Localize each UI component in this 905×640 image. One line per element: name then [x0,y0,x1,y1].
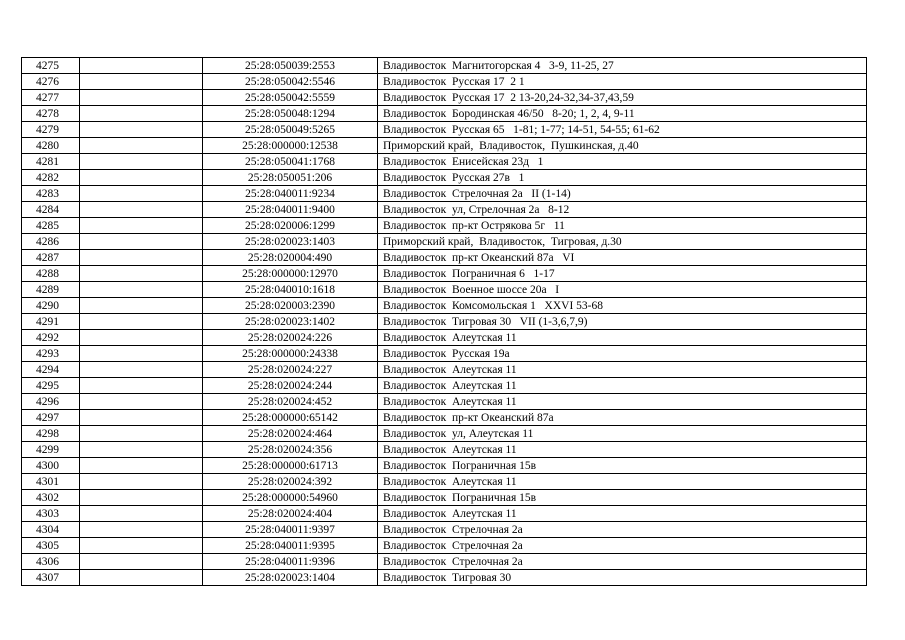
empty-cell [80,154,203,170]
row-number-cell: 4293 [22,346,80,362]
cadastral-number-cell: 25:28:000000:54960 [203,490,378,506]
table-row [22,170,867,186]
table-row [22,506,867,522]
cadastral-number-cell: 25:28:000000:12538 [203,138,378,154]
empty-cell [80,426,203,442]
table-row [22,282,867,298]
table-row [22,426,867,442]
cadastral-number-cell: 25:28:020023:1403 [203,234,378,250]
address-cell: Владивосток Русская 17 2 13-20,24-32,34-37,43,59 [378,90,867,106]
cadastral-number-cell: 25:28:040011:9234 [203,186,378,202]
row-number-cell: 4291 [22,314,80,330]
address-cell: Владивосток пр-кт Острякова 5г 11 [378,218,867,234]
empty-cell [80,570,203,586]
empty-cell [80,282,203,298]
table-row [22,410,867,426]
registry-table [21,57,867,586]
table-row [22,458,867,474]
address-cell: Владивосток Алеутская 11 [378,474,867,490]
row-number-cell: 4303 [22,506,80,522]
address-cell: Владивосток Пограничная 6 1-17 [378,266,867,282]
empty-cell [80,442,203,458]
address-cell: Владивосток Алеутская 11 [378,442,867,458]
row-number-cell: 4300 [22,458,80,474]
row-number-cell: 4278 [22,106,80,122]
address-cell: Приморский край, Владивосток, Тигровая, д.30 [378,234,867,250]
row-number-cell: 4285 [22,218,80,234]
address-cell: Владивосток пр-кт Океанский 87а [378,410,867,426]
table-row [22,58,867,74]
cadastral-number-cell: 25:28:020004:490 [203,250,378,266]
row-number-cell: 4301 [22,474,80,490]
cadastral-number-cell: 25:28:020024:404 [203,506,378,522]
row-number-cell: 4284 [22,202,80,218]
cadastral-number-cell: 25:28:040011:9400 [203,202,378,218]
row-number-cell: 4276 [22,74,80,90]
row-number-cell: 4286 [22,234,80,250]
row-number-cell: 4288 [22,266,80,282]
table-row [22,554,867,570]
empty-cell [80,506,203,522]
address-cell: Владивосток Русская 27в 1 [378,170,867,186]
empty-cell [80,458,203,474]
cadastral-number-cell: 25:28:000000:24338 [203,346,378,362]
table-row [22,474,867,490]
empty-cell [80,186,203,202]
row-number-cell: 4280 [22,138,80,154]
address-cell: Владивосток ул, Алеутская 11 [378,426,867,442]
address-cell: Владивосток Стрелочная 2а [378,554,867,570]
table-row [22,330,867,346]
cadastral-number-cell: 25:28:050042:5546 [203,74,378,90]
empty-cell [80,314,203,330]
table-row [22,362,867,378]
cadastral-number-cell: 25:28:050042:5559 [203,90,378,106]
empty-cell [80,58,203,74]
cadastral-number-cell: 25:28:020023:1402 [203,314,378,330]
empty-cell [80,106,203,122]
table-row [22,378,867,394]
empty-cell [80,522,203,538]
table-row [22,186,867,202]
table-row [22,522,867,538]
empty-cell [80,122,203,138]
row-number-cell: 4306 [22,554,80,570]
cadastral-number-cell: 25:28:020024:464 [203,426,378,442]
empty-cell [80,90,203,106]
empty-cell [80,346,203,362]
row-number-cell: 4289 [22,282,80,298]
row-number-cell: 4304 [22,522,80,538]
cadastral-number-cell: 25:28:020024:452 [203,394,378,410]
cadastral-number-cell: 25:28:050051:206 [203,170,378,186]
table-row [22,90,867,106]
table-row [22,74,867,90]
empty-cell [80,362,203,378]
address-cell: Приморский край, Владивосток, Пушкинская, д.40 [378,138,867,154]
cadastral-number-cell: 25:28:000000:61713 [203,458,378,474]
row-number-cell: 4292 [22,330,80,346]
table-row [22,202,867,218]
row-number-cell: 4287 [22,250,80,266]
empty-cell [80,234,203,250]
table-row [22,314,867,330]
address-cell: Владивосток Магнитогорская 4 3-9, 11-25, 27 [378,58,867,74]
table-row [22,298,867,314]
row-number-cell: 4297 [22,410,80,426]
row-number-cell: 4305 [22,538,80,554]
registry-table-body [22,58,867,586]
table-row [22,442,867,458]
address-cell: Владивосток Стрелочная 2а [378,522,867,538]
table-row [22,154,867,170]
address-cell: Владивосток Стрелочная 2а [378,538,867,554]
address-cell: Владивосток Военное шоссе 20а I [378,282,867,298]
empty-cell [80,266,203,282]
table-row [22,234,867,250]
row-number-cell: 4295 [22,378,80,394]
address-cell: Владивосток Тигровая 30 VII (1-3,6,7,9) [378,314,867,330]
table-row [22,538,867,554]
empty-cell [80,538,203,554]
cadastral-number-cell: 25:28:020024:226 [203,330,378,346]
cadastral-number-cell: 25:28:040010:1618 [203,282,378,298]
empty-cell [80,554,203,570]
address-cell: Владивосток Пограничная 15в [378,458,867,474]
empty-cell [80,378,203,394]
empty-cell [80,474,203,490]
table-row [22,490,867,506]
table-row [22,346,867,362]
row-number-cell: 4277 [22,90,80,106]
table-row [22,394,867,410]
cadastral-number-cell: 25:28:020023:1404 [203,570,378,586]
table-row [22,570,867,586]
row-number-cell: 4294 [22,362,80,378]
cadastral-number-cell: 25:28:020024:227 [203,362,378,378]
address-cell: Владивосток Русская 65 1-81; 1-77; 14-51, 54-55; 61-62 [378,122,867,138]
cadastral-number-cell: 25:28:020024:356 [203,442,378,458]
table-row [22,218,867,234]
cadastral-number-cell: 25:28:020003:2390 [203,298,378,314]
cadastral-number-cell: 25:28:040011:9395 [203,538,378,554]
empty-cell [80,410,203,426]
address-cell: Владивосток Бородинская 46/50 8-20; 1, 2, 4, 9-11 [378,106,867,122]
address-cell: Владивосток Комсомольская 1 XXVI 53-68 [378,298,867,314]
empty-cell [80,330,203,346]
cadastral-number-cell: 25:28:020024:392 [203,474,378,490]
row-number-cell: 4307 [22,570,80,586]
row-number-cell: 4296 [22,394,80,410]
cadastral-number-cell: 25:28:050049:5265 [203,122,378,138]
cadastral-number-cell: 25:28:040011:9396 [203,554,378,570]
cadastral-number-cell: 25:28:050041:1768 [203,154,378,170]
empty-cell [80,394,203,410]
address-cell: Владивосток Стрелочная 2а II (1-14) [378,186,867,202]
row-number-cell: 4279 [22,122,80,138]
row-number-cell: 4275 [22,58,80,74]
row-number-cell: 4281 [22,154,80,170]
address-cell: Владивосток ул, Стрелочная 2а 8-12 [378,202,867,218]
empty-cell [80,74,203,90]
cadastral-number-cell: 25:28:020006:1299 [203,218,378,234]
cadastral-number-cell: 25:28:000000:65142 [203,410,378,426]
empty-cell [80,298,203,314]
cadastral-number-cell: 25:28:020024:244 [203,378,378,394]
table-row [22,250,867,266]
address-cell: Владивосток Тигровая 30 [378,570,867,586]
cadastral-number-cell: 25:28:040011:9397 [203,522,378,538]
address-cell: Владивосток Пограничная 15в [378,490,867,506]
address-cell: Владивосток Алеутская 11 [378,330,867,346]
cadastral-number-cell: 25:28:000000:12970 [203,266,378,282]
table-row [22,122,867,138]
address-cell: Владивосток Енисейская 23д 1 [378,154,867,170]
empty-cell [80,170,203,186]
cadastral-number-cell: 25:28:050048:1294 [203,106,378,122]
address-cell: Владивосток Алеутская 11 [378,506,867,522]
row-number-cell: 4302 [22,490,80,506]
row-number-cell: 4283 [22,186,80,202]
row-number-cell: 4282 [22,170,80,186]
address-cell: Владивосток Алеутская 11 [378,394,867,410]
empty-cell [80,490,203,506]
row-number-cell: 4290 [22,298,80,314]
row-number-cell: 4299 [22,442,80,458]
address-cell: Владивосток Русская 19а [378,346,867,362]
address-cell: Владивосток Алеутская 11 [378,362,867,378]
table-row [22,266,867,282]
cadastral-number-cell: 25:28:050039:2553 [203,58,378,74]
empty-cell [80,138,203,154]
address-cell: Владивосток пр-кт Океанский 87а VI [378,250,867,266]
empty-cell [80,250,203,266]
row-number-cell: 4298 [22,426,80,442]
table-row [22,138,867,154]
empty-cell [80,202,203,218]
table-row [22,106,867,122]
address-cell: Владивосток Русская 17 2 1 [378,74,867,90]
address-cell: Владивосток Алеутская 11 [378,378,867,394]
empty-cell [80,218,203,234]
